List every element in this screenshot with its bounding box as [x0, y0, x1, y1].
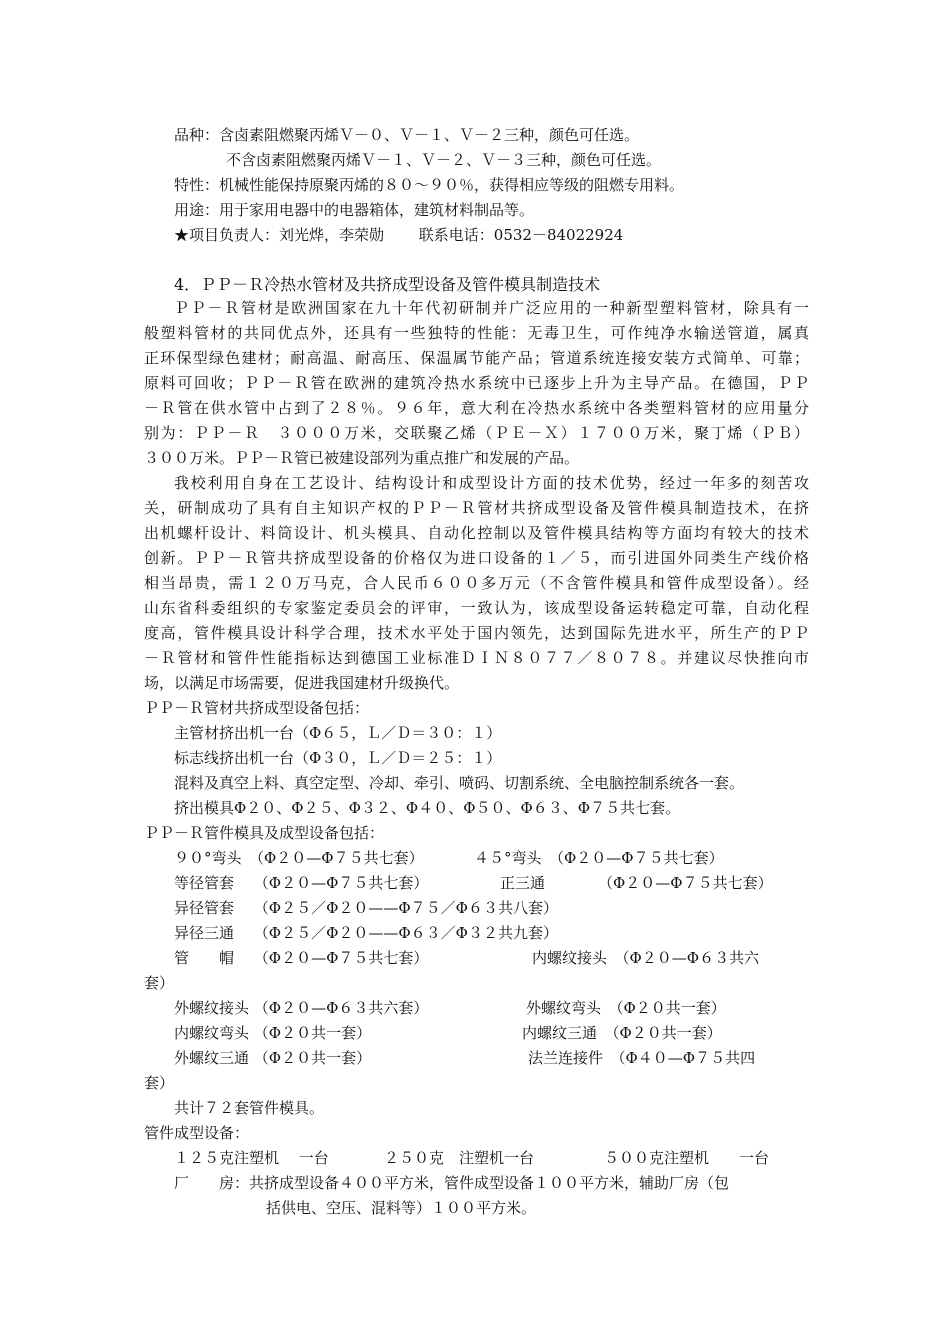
para2-line: 我校利用自身在工艺设计、结构设计和成型设计方面的技术优势，经过一年多的刻苦攻	[174, 474, 809, 492]
para1-line: 正环保型绿色建材；耐高温、耐高压、保温属节能产品；管道系统连接安装方式简单、可靠；	[144, 349, 809, 367]
mold-item-wrap: 套）	[144, 974, 175, 992]
para2-line: 山东省科委组织的专家鉴定委员会的评审，一致认为，该成型设备运转稳定可靠，自动化程	[144, 599, 809, 617]
mold-row	[0, 1021, 950, 1046]
forming-item: １２５克注塑机 一台	[174, 1149, 329, 1167]
mold-title: ＰＰ－Ｒ管件模具及成型设备包括：	[144, 824, 385, 842]
para1-line: ＰＰ－Ｒ管材是欧洲国家在九十年代初研制并广泛应用的一种新型塑料管材，除具有一	[174, 299, 809, 317]
mold-item: ９０°弯头 （Φ２０—Φ７５共七套）	[174, 849, 424, 867]
mold-item: 外螺纹弯头 （Φ２０共一套）	[526, 999, 726, 1017]
contact-line: ★项目负责人：刘光烨，李荣勋 联系电话：0532－84022924	[174, 226, 624, 244]
mold-item: 异径管套 （Φ２５／Φ２０——Φ７５／Φ６３共八套）	[174, 899, 558, 917]
mold-item: 内螺纹弯头 （Φ２０共一套）	[174, 1024, 372, 1042]
forming-row	[0, 1146, 950, 1171]
mold-item: 管 帽 （Φ２０—Φ７５共七套）	[174, 949, 429, 967]
mold-item: 法兰连接件 （Φ４０—Φ７５共四	[528, 1049, 756, 1067]
mold-item: 异径三通 （Φ２５／Φ２０——Φ６３／Φ３２共九套）	[174, 924, 558, 942]
forming-item: ２５０克 注塑机一台	[384, 1149, 535, 1167]
mold-item: 等径管套 （Φ２０—Φ７５共七套）	[174, 874, 429, 892]
forming-item: ５００克注塑机 一台	[604, 1149, 770, 1167]
mold-row	[0, 996, 950, 1021]
usage-line: 用途：用于家用电器中的电器箱体，建筑材料制品等。	[174, 201, 535, 219]
para1-line: ３００万米。ＰＰ－Ｒ管已被建设部列为重点推广和发展的产品。	[144, 449, 580, 467]
feature-line: 特性：机械性能保持原聚丙烯的８０～９０％，获得相应等级的阻燃专用料。	[174, 176, 685, 194]
para2-line: 出机螺杆设计、料筒设计、机头模具、自动化控制以及管件模具结构等方面均有较大的技术	[144, 524, 809, 542]
equipment-item: 混料及真空上料、真空定型、冷却、牵引、喷码、切割系统、全电脑控制系统各一套。	[174, 774, 745, 792]
plant-line-2: 括供电、空压、混料等）１００平方米。	[266, 1199, 537, 1217]
mold-total: 共计７２套管件模具。	[174, 1099, 325, 1117]
para2-line: －Ｒ管材和管件性能指标达到德国工业标准ＤＩＮ８０７７／８０７８。并建议尽快推向市	[144, 649, 809, 667]
plant-line-1: 厂 房：共挤成型设备４００平方米，管件成型设备１００平方米，辅助厂房（包	[174, 1174, 730, 1192]
mold-item: 内螺纹三通 （Φ２０共一套）	[522, 1024, 722, 1042]
mold-item: 正三通	[500, 874, 546, 892]
equipment-item: 挤出模具Φ２０、Φ２５、Φ３２、Φ４０、Φ５０、Φ６３、Φ７５共七套。	[174, 799, 681, 817]
mold-item: 内螺纹接头 （Φ２０—Φ６３共六	[532, 949, 760, 967]
equipment-item: 主管材挤出机一台（Φ６５，Ｌ／Ｄ＝３０：１）	[174, 724, 502, 742]
forming-title: 管件成型设备：	[144, 1124, 250, 1142]
mold-row	[0, 846, 950, 871]
mold-item: 外螺纹三通 （Φ２０共一套）	[174, 1049, 372, 1067]
mold-item: （Φ２０—Φ７５共七套）	[598, 874, 773, 892]
equipment-title: ＰＰ－Ｒ管材共挤成型设备包括：	[144, 699, 370, 717]
mold-row	[0, 1046, 950, 1071]
para1-line: －Ｒ管在供水管中占到了２８％。９６年，意大利在冷热水系统中各类塑料管材的应用量分	[144, 399, 809, 417]
para2-line: 关，研制成功了具有自主知识产权的ＰＰ－Ｒ管材共挤成型设备及管件模具制造技术，在挤	[144, 499, 809, 517]
mold-item-wrap: 套）	[144, 1074, 175, 1092]
mold-row	[0, 946, 950, 971]
mold-item: ４５°弯头 （Φ２０—Φ７５共七套）	[474, 849, 724, 867]
section-heading: 4．ＰＰ－Ｒ冷热水管材及共挤成型设备及管件模具制造技术	[174, 275, 601, 294]
para2-line: 创新。ＰＰ－Ｒ管共挤成型设备的价格仅为进口设备的１／５，而引进国外同类生产线价格	[144, 549, 809, 567]
mold-row	[0, 871, 950, 896]
para1-line: 原料可回收；ＰＰ－Ｒ管在欧洲的建筑冷热水系统中已逐步上升为主导产品。在德国，ＰＰ	[144, 374, 809, 392]
para2-line: 度高，管件模具设计科学合理，技术水平处于国内领先，达到国际先进水平，所生产的ＰＰ	[144, 624, 809, 642]
para2-line: 相当昂贵，需１２０万马克，合人民币６００多万元（不含管件模具和管件成型设备）。经	[144, 574, 809, 592]
variety-line-1: 品种：含卤素阻燃聚丙烯Ｖ－０、Ｖ－１、Ｖ－２三种，颜色可任选。	[174, 126, 640, 144]
variety-line-2: 不含卤素阻燃聚丙烯Ｖ－１、Ｖ－２、Ｖ－３三种，颜色可任选。	[226, 151, 662, 169]
para1-line: 别为：ＰＰ－Ｒ ３０００万米，交联聚乙烯（ＰＥ－Ｘ）１７００万米，聚丁烯（ＰＢ）	[144, 424, 809, 442]
mold-item: 外螺纹接头 （Φ２０—Φ６３共六套）	[174, 999, 429, 1017]
para2-line: 场，以满足市场需要，促进我国建材升级换代。	[144, 674, 460, 692]
para1-line: 般塑料管材的共同优点外，还具有一些独特的性能：无毒卫生，可作纯净水输送管道，属真	[144, 324, 809, 342]
equipment-item: 标志线挤出机一台（Φ３０，Ｌ／Ｄ＝２５：１）	[174, 749, 502, 767]
